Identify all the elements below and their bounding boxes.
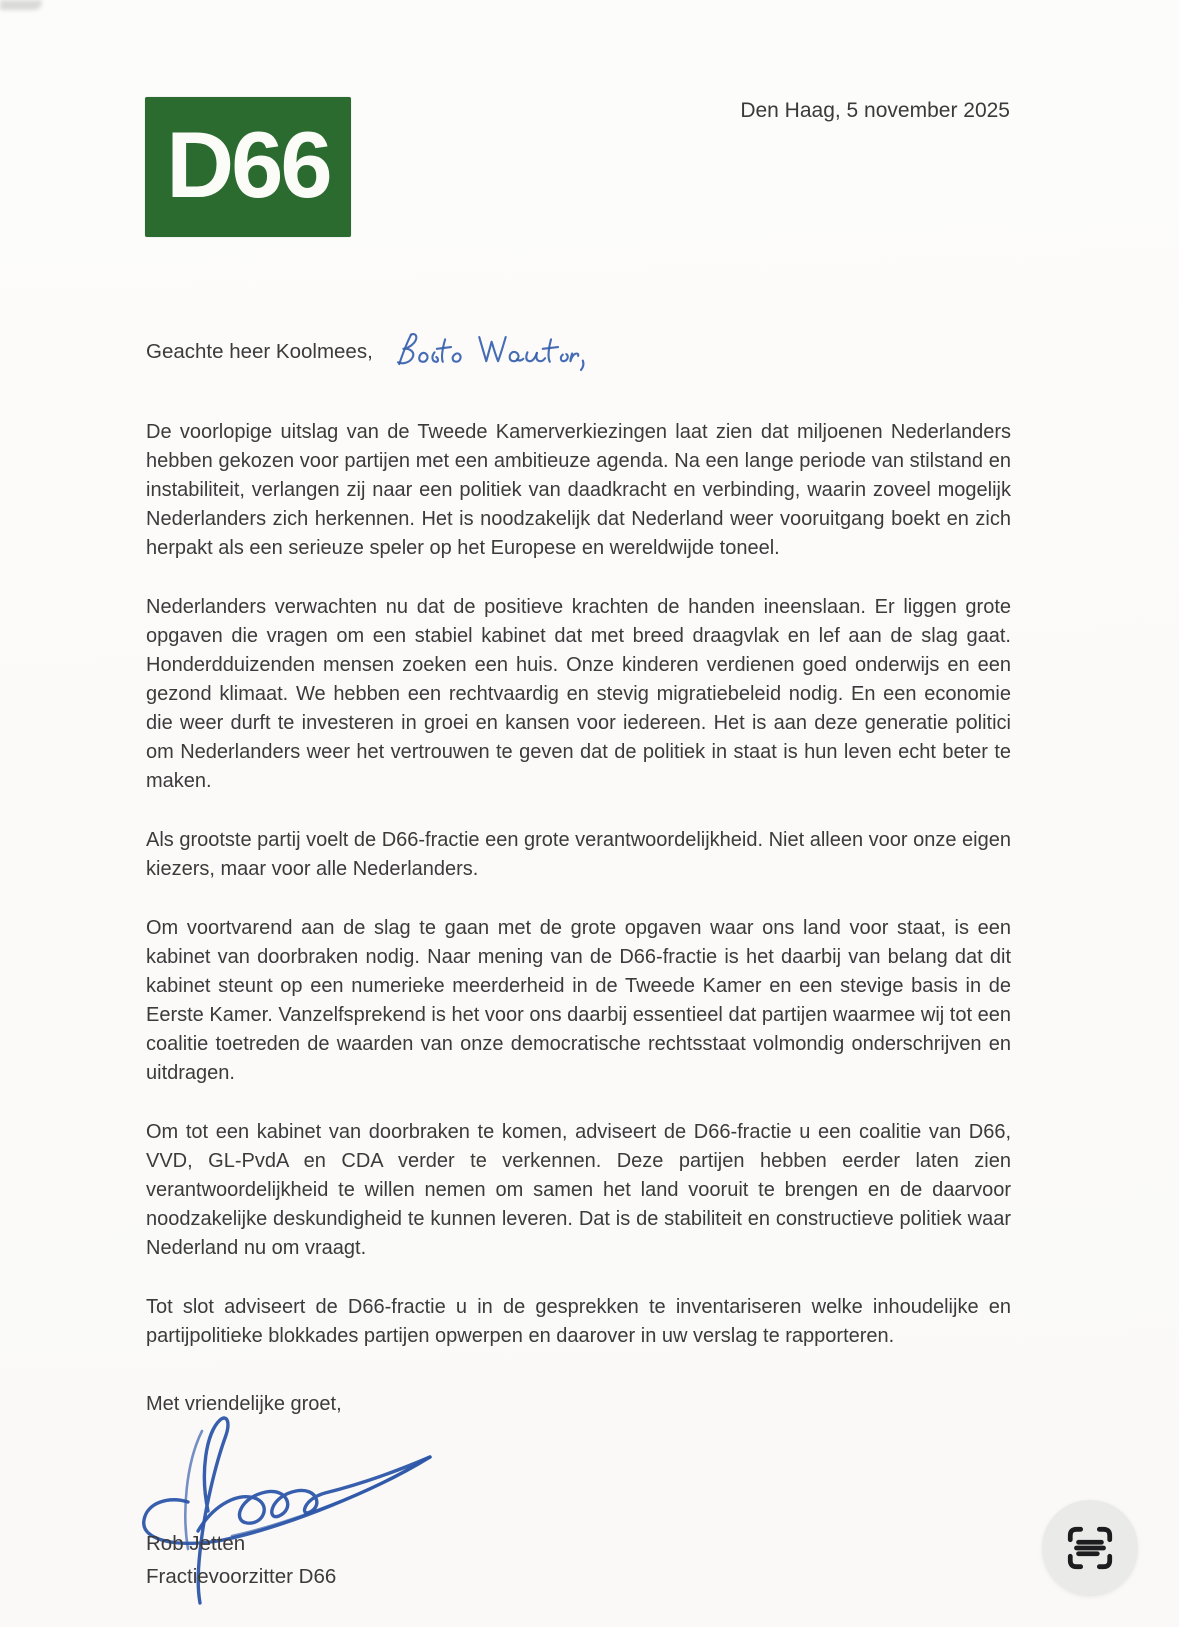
letter-paragraph: Om tot een kabinet van doorbraken te komen, adviseert de D66-fractie u een coalitie van D66, VVD, GL-PvdA en CDA verder te verkennen. Deze partijen hebben eerder laten zien verantwoordelijkheid te willen nemen om samen het land vooruit te brengen en de daarvoor noodzakelijke deskundigheid te kunnen leveren. Dat is de stabiliteit en constructieve politiek waar Nederland nu om vraagt. (146, 1121, 1011, 1259)
greeting-row (146, 318, 1011, 366)
greeting-printed: Geachte heer Koolmees, (146, 340, 373, 363)
letter-body (146, 0, 1011, 1619)
letter-paragraph: Als grootste partij voelt de D66-fractie een grote verantwoordelijkheid. Niet alleen voor onze eigen kiezers, maar voor alle Nederlanders. (146, 829, 1011, 880)
d66-logo-text: D66 (166, 112, 330, 217)
letter-paragraph: Om voortvarend aan de slag te gaan met de grote opgaven waar ons land voor staat, is een kabinet van doorbraken nodig. Naar mening van de D66-fractie is het daarbij van belang dat dit kabinet steunt op een numerieke meerderheid in de Tweede Kamer en een stevige basis in de Eerste Kamer. Vanzelfsprekend is het voor ons daarbij essentieel dat partijen waarmee wij tot een coalitie toetreden de waarden van onze democratische rechtsstaat volmondig onderschrijven en uitdragen. (146, 917, 1011, 1084)
scan-text-button[interactable] (1042, 1500, 1138, 1596)
scan-text-icon (1063, 1521, 1117, 1575)
signer-title: Fractievoorzitter D66 (146, 1565, 337, 1588)
letter-paragraph: Tot slot adviseert de D66-fractie u in de gesprekken te inventariseren welke inhoudelijke en partijpolitieke blokkades partijen opwerpen en daarover in uw verslag te rapporteren. (146, 1296, 1011, 1347)
closing-salutation: Met vriendelijke groet, (146, 1393, 342, 1415)
date-line: Den Haag, 5 november 2025 (740, 99, 1010, 122)
letter-paragraph: Nederlanders verwachten nu dat de positieve krachten de handen ineenslaan. Er liggen grote opgaven die vragen om een stabiel kabinet dat met breed draagvlak en lef aan de slag gaat. Honderdduizenden mensen zoeken een huis. Onze kinderen verdienen goed onderwijs en een gezond klimaat. We hebben een rechtvaardig en stevig migratiebeleid nodig. En een economie die weer durft te investeren in groei en kansen voor iedereen. Het is aan deze generatie politici om Nederlanders weer het vertrouwen te geven dat de politiek in staat is hun leven echt beter te maken. (146, 596, 1011, 792)
handwritten-greeting (391, 329, 591, 378)
letter-paragraph: De voorlopige uitslag van de Tweede Kamerverkiezingen laat zien dat miljoenen Nederlanders hebben gekozen voor partijen met een ambitieuze agenda. Na een lange periode van stilstand en instabiliteit, verlangen zij naar een politiek van daadkracht en verbinding, waarin zoveel mogelijk Nederlanders zich herkennen. Het is noodzakelijk dat Nederland weer vooruitgang boekt en zich herpakt als een serieuze speler op het Europese en wereldwijde toneel. (146, 421, 1011, 559)
signature-block (146, 1419, 1011, 1619)
signer-name: Rob Jetten (146, 1532, 246, 1555)
scan-edge-artifact (0, 0, 42, 10)
